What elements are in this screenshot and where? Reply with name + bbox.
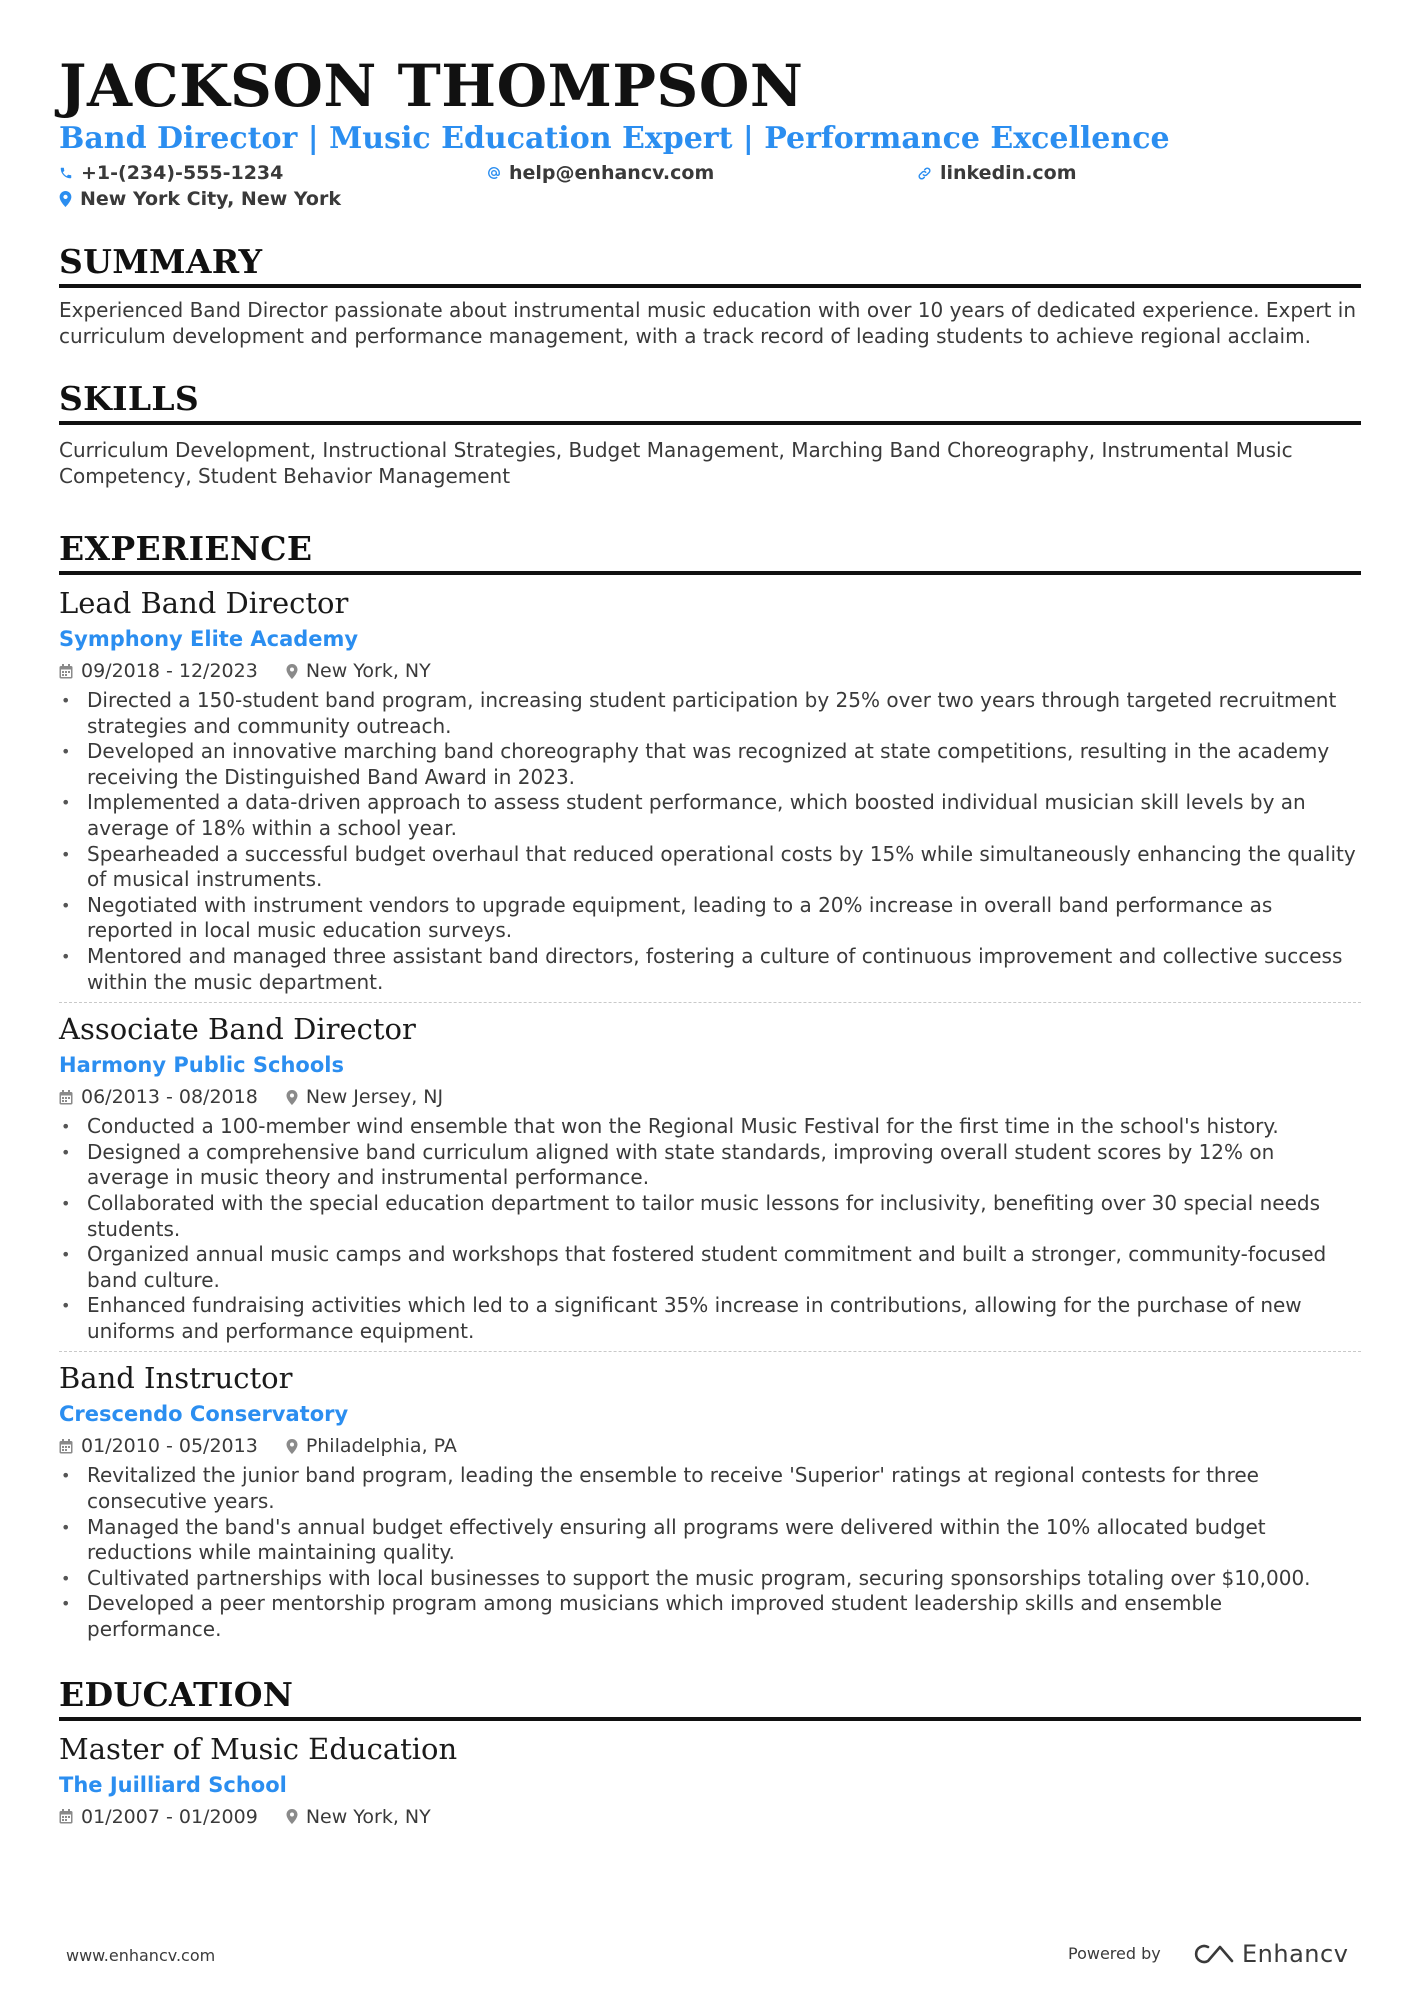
job-dates <box>59 1084 258 1110</box>
resume-page <box>59 50 1361 1830</box>
list-item: • Enhanced fundraising activities which led to a significant 35% increase in contributions, allowing for the purchase of new uniforms and performance equipment. <box>59 1293 1361 1344</box>
education-dates <box>59 1804 258 1830</box>
list-item: • Spearheaded a successful budget overhaul that reduced operational costs by 15% while simultaneously enhancing the quality of musical instruments. <box>59 842 1361 893</box>
location-pin-icon <box>59 191 72 207</box>
job-location <box>286 1084 443 1110</box>
link-icon <box>917 166 932 181</box>
location-contact <box>59 186 341 212</box>
calendar-icon <box>59 1439 73 1454</box>
education-meta <box>59 1804 1361 1830</box>
list-item: • Negotiated with instrument vendors to upgrade equipment, leading to a 20% increase in overall band performance as reported in local music education surveys. <box>59 893 1361 944</box>
degree-title: Master of Music Education <box>59 1731 458 1766</box>
email-text: help@enhancv.com <box>509 162 715 184</box>
calendar-icon <box>59 1809 73 1824</box>
location-pin-icon <box>286 664 298 679</box>
job-meta <box>59 1433 1361 1459</box>
list-item: • Directed a 150-student band program, increasing student participation by 25% over two years through targeted recruitment strategies and community outreach. <box>59 688 1361 739</box>
email-contact[interactable] <box>487 160 714 186</box>
list-item: • Conducted a 100-member wind ensemble that won the Regional Music Festival for the first time in the school's history. <box>59 1114 1361 1140</box>
job-company[interactable]: Symphony Elite Academy <box>59 627 359 651</box>
job-divider <box>59 1351 1361 1352</box>
list-item: • Collaborated with the special education department to tailor music lessons for inclusivity, benefiting over 30 special needs students. <box>59 1191 1361 1242</box>
job-role: Lead Band Director <box>59 586 349 620</box>
list-item: • Implemented a data-driven approach to assess student performance, which boosted individual musician skill levels by an average of 18% within a school year. <box>59 790 1361 841</box>
job-location-text: New York, NY <box>305 660 431 682</box>
list-item: • Developed a peer mentorship program among musicians which improved student leadership skills and ensemble performance. <box>59 1591 1361 1642</box>
education-title: EDUCATION <box>59 1675 1361 1721</box>
enhancv-logo[interactable] <box>1188 1940 1348 1968</box>
footer-website-link[interactable]: www.enhancv.com <box>66 1946 216 1965</box>
calendar-icon <box>59 1090 73 1105</box>
contact-info <box>59 160 1361 216</box>
job-entry <box>59 1011 1361 1344</box>
job-entry <box>59 585 1361 995</box>
job-dates-text: 09/2018 - 12/2023 <box>81 660 258 682</box>
summary-text: Experienced Band Director passionate about instrumental music education with over 10 years of dedicated experience. Expert in curriculum development and performance management, with a track record of leading students to achieve regional acclaim. <box>59 298 1357 348</box>
job-company[interactable]: Crescendo Conservatory <box>59 1402 349 1427</box>
skills-text: Curriculum Development, Instructional Strategies, Budget Management, Marching Band Choreography, Instrumental Music Competency, Student Behavior Management <box>59 438 1293 488</box>
job-dates-text: 01/2010 - 05/2013 <box>81 1435 258 1458</box>
skills-section <box>59 379 1361 489</box>
job-bullets <box>59 1114 1361 1344</box>
linkedin-contact[interactable] <box>917 160 1077 186</box>
job-meta <box>59 658 1361 684</box>
education-section <box>59 1675 1361 1830</box>
candidate-name: JACKSON THOMPSON <box>59 52 804 120</box>
school-name[interactable]: The Juilliard School <box>59 1772 287 1797</box>
experience-section <box>59 529 1361 1643</box>
job-role: Associate Band Director <box>59 1012 416 1047</box>
powered-by-label: Powered by <box>1068 1944 1161 1963</box>
list-item: • Cultivated partnerships with local businesses to support the music program, securing sponsorships totaling over $10,000. <box>59 1566 1361 1592</box>
candidate-headline: Band Director | Music Education Expert | Performance Excellence <box>59 121 1170 156</box>
location-text: New York City, New York <box>80 188 341 210</box>
job-company[interactable]: Harmony Public Schools <box>59 1053 344 1078</box>
phone-icon <box>59 166 73 180</box>
experience-title: EXPERIENCE <box>59 529 1361 575</box>
calendar-icon <box>59 664 73 679</box>
job-location <box>286 1433 457 1459</box>
enhancv-logo-icon <box>1188 1942 1234 1966</box>
enhancv-wordmark: Enhancv <box>1242 1940 1349 1968</box>
page-footer <box>66 1940 1349 1974</box>
list-item: • Developed an innovative marching band choreography that was recognized at state competitions, resulting in the academy receiving the Distinguished Band Award in 2023. <box>59 739 1361 790</box>
job-divider <box>59 1002 1361 1003</box>
location-pin-icon <box>286 1090 298 1105</box>
job-dates <box>59 658 258 684</box>
job-meta <box>59 1084 1361 1110</box>
phone-contact[interactable] <box>59 160 283 186</box>
job-role: Band Instructor <box>59 1361 293 1396</box>
job-dates <box>59 1433 258 1459</box>
phone-text: +1-(234)-555-1234 <box>81 162 284 184</box>
education-location <box>286 1804 431 1830</box>
skills-title: SKILLS <box>59 379 1361 425</box>
job-bullets <box>59 688 1361 995</box>
education-entry <box>59 1731 1361 1830</box>
summary-section <box>59 242 1361 349</box>
job-entry <box>59 1360 1361 1642</box>
job-location <box>286 658 431 684</box>
list-item: • Revitalized the junior band program, leading the ensemble to receive 'Superior' ratings at regional contests for three consecutive years. <box>59 1463 1361 1514</box>
job-location-text: New Jersey, NJ <box>305 1086 444 1109</box>
summary-title: SUMMARY <box>59 242 1361 288</box>
job-location-text: Philadelphia, PA <box>305 1435 457 1458</box>
education-dates-text: 01/2007 - 01/2009 <box>81 1805 258 1828</box>
job-bullets <box>59 1463 1361 1642</box>
education-location-text: New York, NY <box>305 1805 431 1828</box>
linkedin-text: linkedin.com <box>940 162 1077 184</box>
location-pin-icon <box>286 1439 298 1454</box>
location-pin-icon <box>286 1809 298 1824</box>
job-dates-text: 06/2013 - 08/2018 <box>81 1086 258 1109</box>
list-item: • Designed a comprehensive band curriculum aligned with state standards, improving overall student scores by 12% on average in music theory and instrumental performance. <box>59 1140 1361 1191</box>
list-item: • Managed the band's annual budget effectively ensuring all programs were delivered within the 10% allocated budget reductions while maintaining quality. <box>59 1515 1361 1566</box>
list-item: • Organized annual music camps and workshops that fostered student commitment and built a stronger, community-focused band culture. <box>59 1242 1361 1293</box>
at-icon <box>487 166 501 180</box>
list-item: • Mentored and managed three assistant band directors, fostering a culture of continuous improvement and collective success within the music department. <box>59 944 1361 995</box>
